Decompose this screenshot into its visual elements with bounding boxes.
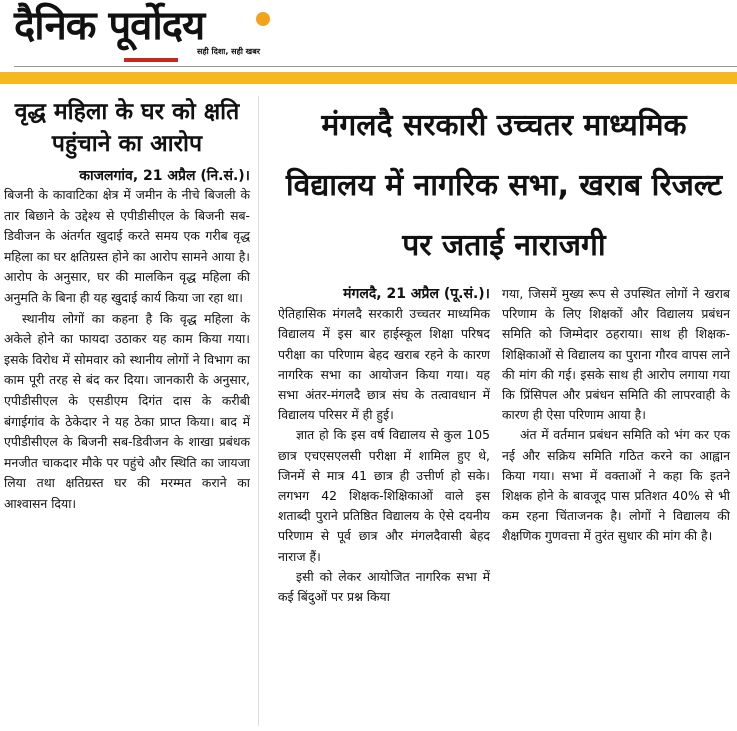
left-story bbox=[4, 96, 250, 515]
left-story-paragraph: बिजनी के कावाटिका क्षेत्र में जमीन के नीचे बिजली के तार बिछाने के उद्देश्य से एपीडीसीएल के बिजनी सब-डिवीजन के अंतर्गत खुदाई करते समय एक गरीब वृद्ध महिला का घर क्षतिग्रस्त होने का आरोप सामने आया है। आरोप के अनुसार, घर की मालकिन वृद्ध महिला की अनुमति के बिना ही यह खुदाई कार्य किया जा रहा था। bbox=[4, 187, 250, 305]
masthead-divider bbox=[14, 66, 737, 67]
masthead-yellow-bar bbox=[0, 72, 737, 84]
main-story-paragraph: अंत में वर्तमान प्रबंधन समिति को भंग कर एक नई और सक्रिय समिति गठित करने का आह्वान किया गया। सभा में वक्ताओं ने कहा कि इतने शिक्षक होने के बावजूद पास प्रतिशत 40% से भी कम रहना चिंताजनक है। लोगों ने विद्यालय की शैक्षणिक गुणवत्ता में तुरंत सुधार की मांग की है। bbox=[502, 427, 730, 544]
main-story-column-1 bbox=[278, 284, 490, 607]
left-story-paragraph: स्थानीय लोगों का कहना है कि वृद्ध महिला के अकेले होने का फायदा उठाकर यह काम किया गया। इसके विरोध में सोमवार को स्थानीय लोगों ने विभाग का काम पूरी तरह से बंद कर दिया। जानकारी के अनुसार, एपीडीसीएल के एसडीएम दिगंत दास के करीबी बंगाईगांव के ठेकेदार ने यह ठेका प्राप्त किया। बाद में एपीडीसीएल के बिजनी सब-डिवीजन के शाखा प्रबंधक मनजीत चाकदार मौके पर पहुंचे और स्थिति का जायजा लिया तथा क्षतिग्रस्त घर की मरम्मत कराने का आश्वासन दिया। bbox=[4, 310, 250, 511]
masthead-red-strip bbox=[124, 58, 178, 62]
left-story-dateline: काजलगांव, 21 अप्रैल (नि.सं.)। bbox=[79, 168, 250, 184]
main-story-headline: मंगलदै सरकारी उच्चतर माध्यमिक विद्यालय में नागरिक सभा, खराब रिजल्ट पर जताई नाराजगी bbox=[285, 108, 723, 263]
newspaper-logo: दैनिक पूर्वोदय bbox=[14, 3, 205, 49]
main-story-paragraph: ज्ञात हो कि इस वर्ष विद्यालय से कुल 105 छात्र एचएसएलसी परीक्षा में शामिल हुए थे, जिनमें से मात्र 41 छात्र ही उत्तीर्ण हो सके। लगभग 42 शिक्षक-शिक्षिकाओं वाले इस शताब्दी पुराने प्रतिष्ठित विद्यालय के ऐसे दयनीय परिणाम से पूर्व छात्र और मंगलदैवासी बेहद नाराज हैं। bbox=[278, 427, 490, 564]
logo-dot-icon bbox=[256, 12, 270, 26]
main-story-paragraph: ऐतिहासिक मंगलदै सरकारी उच्चतर माध्यमिक विद्यालय में इस बार हाईस्कूल शिक्षा परिषद परीक्षा का परिणाम बेहद खराब रहने के कारण नागरिक सभा का आयोजन किया गया। यह सभा अंतर-मंगलदै छात्र संघ के तत्वावधान में विद्यालय परिसर में ही हुई। bbox=[278, 306, 490, 423]
main-story-paragraph: गया, जिसमें मुख्य रूप से उपस्थित लोगों ने खराब परिणाम के लिए शिक्षकों और विद्यालय प्रबंधन समिति को जिम्मेदार ठहराया। साथ ही शिक्षक-शिक्षिकाओं से विद्यालय का पुराना गौरव वापस लाने की मांग की गई। इसके साथ ही आरोप लगाया गया कि प्रिंसिपल और प्रबंधन समिति की लापरवाही के कारण ही ऐसा परिणाम आया है। bbox=[502, 286, 730, 423]
main-story-dateline: मंगलदै, 21 अप्रैल (पू.सं.)। bbox=[343, 286, 490, 302]
main-story-paragraph: इसी को लेकर आयोजित नागरिक सभा में कई बिंदुओं पर प्रश्न किया bbox=[278, 568, 490, 605]
masthead bbox=[0, 0, 737, 72]
main-story-header bbox=[278, 96, 730, 276]
main-story-column-2 bbox=[502, 284, 730, 547]
left-story-headline: वृद्ध महिला के घर को क्षति पहुंचाने का आरोप bbox=[14, 99, 240, 157]
left-story-body bbox=[4, 185, 250, 515]
newspaper-tagline: सही दिशा, सही खबर bbox=[197, 47, 261, 56]
column-divider bbox=[258, 96, 259, 726]
